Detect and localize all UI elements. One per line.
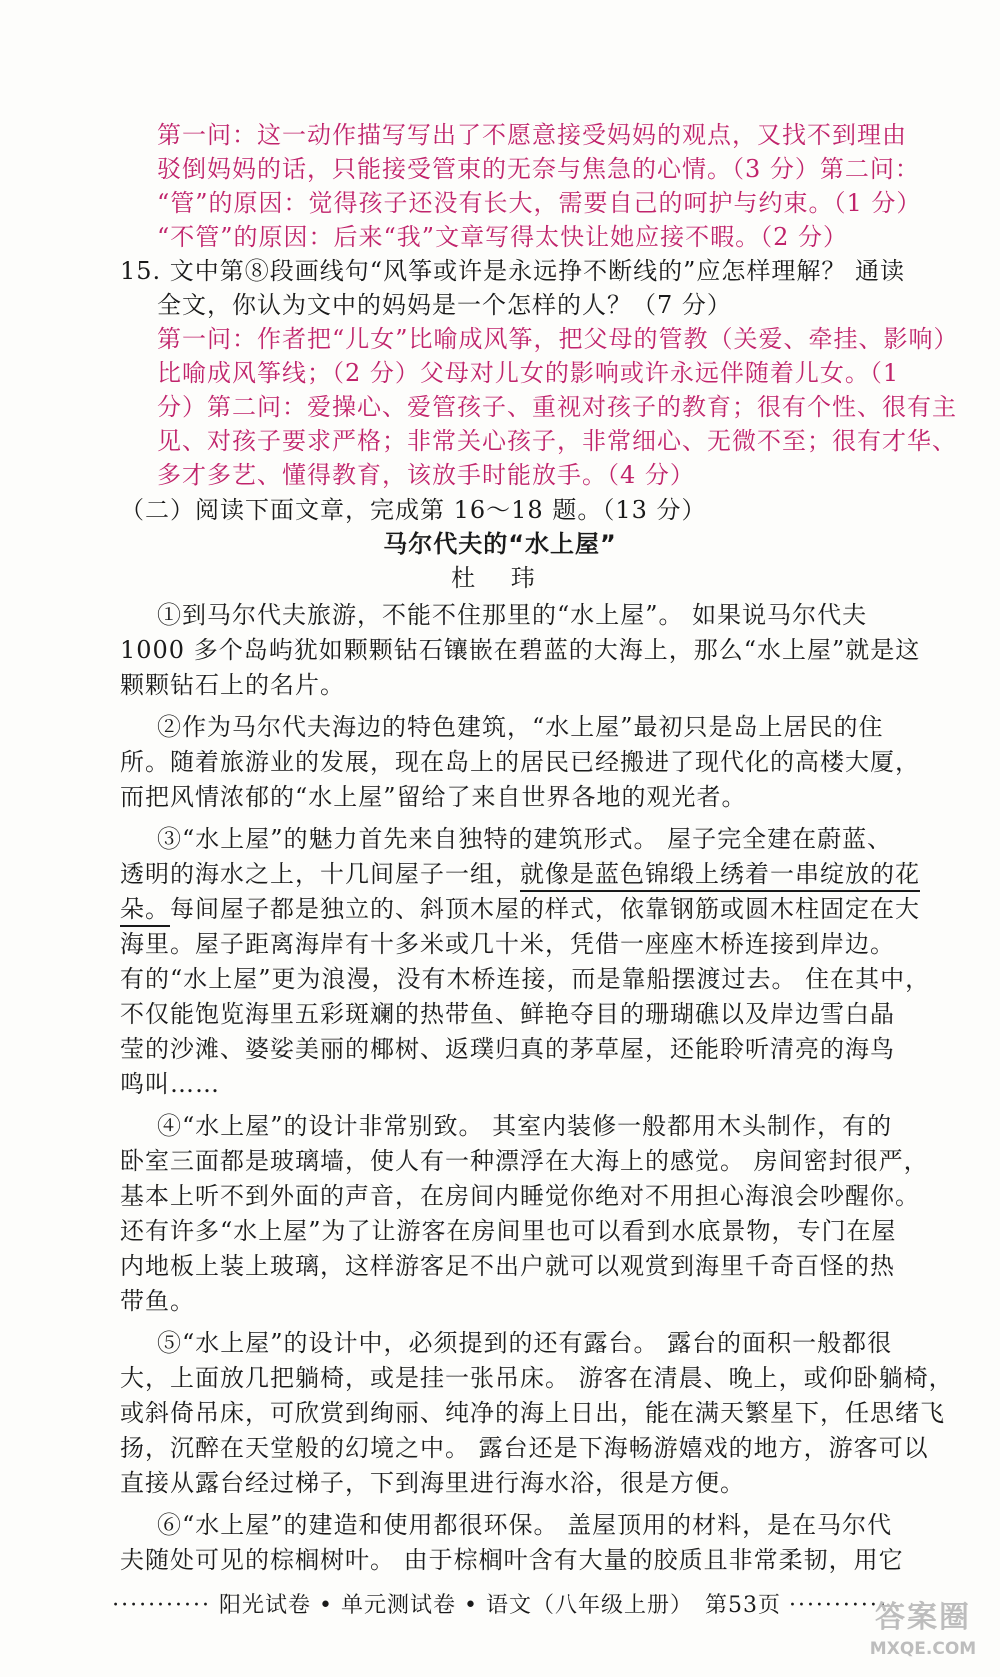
answer-line: 第一问：这一动作描写写出了不愿意接受妈妈的观点，又找不到理由 bbox=[157, 121, 907, 149]
answer-line: “管”的原因：觉得孩子还没有长大，需要自己的呵护与约束。（1 分） bbox=[157, 189, 922, 217]
article-line: 直接从露台经过梯子，下到海里进行海水浴，很是方便。 bbox=[120, 1469, 745, 1497]
article-line: 大，上面放几把躺椅，或是挂一张吊床。 游客在清晨、晚上，或仰卧躺椅， bbox=[120, 1364, 954, 1392]
article-line: 鸣叫…… bbox=[120, 1070, 220, 1098]
section-heading: （二）阅读下面文章，完成第 16～18 题。（13 分） bbox=[120, 496, 707, 524]
article-line: 扬，沉醉在天堂般的幻境之中。 露台还是下海畅游嬉戏的地方，游客可以 bbox=[120, 1434, 929, 1462]
article-line: ⑥“水上屋”的建造和使用都很环保。 盖屋顶用的材料，是在马尔代 bbox=[157, 1511, 893, 1539]
article-text: 每间屋子都是独立的、斜顶木屋的样式，依靠钢筋或圆木柱固定在大 bbox=[170, 895, 920, 923]
article-line bbox=[120, 857, 920, 891]
article-author: 杜 玮 bbox=[451, 564, 549, 592]
footer-dots-right: ··········· bbox=[788, 1593, 888, 1618]
watermark-site: MXQE.COM bbox=[869, 1639, 977, 1659]
article-line: 海里。屋子距离海岸有十多米或几十米，凭借一座座木桥连接到岸边。 bbox=[120, 930, 895, 958]
page-footer bbox=[0, 1591, 1000, 1621]
question-15: 全文，你认为文中的妈妈是一个怎样的人？（7 分） bbox=[157, 291, 732, 319]
article-line: 内地板上装上玻璃，这样游客足不出户就可以观赏到海里千奇百怪的热 bbox=[120, 1252, 895, 1280]
answer-line: “不管”的原因：后来“我”文章写得太快让她应接不暇。（2 分） bbox=[157, 223, 848, 251]
article-line: ⑤“水上屋”的设计中，必须提到的还有露台。 露台的面积一般都很 bbox=[157, 1329, 893, 1357]
answer-line: 驳倒妈妈的话，只能接受管束的无奈与焦急的心情。（3 分）第二问： bbox=[157, 155, 920, 183]
answer-line: 见、对孩子要求严格；非常关心孩子，非常细心、无微不至；很有才华、 bbox=[157, 427, 957, 455]
watermark-logo bbox=[868, 1598, 978, 1668]
question-15: 15. 文中第⑧段画线句“风筝或许是永远挣不断线的”应怎样理解？ 通读 bbox=[120, 257, 905, 285]
article-line: ③“水上屋”的魅力首先来自独特的建筑形式。 屋子完全建在蔚蓝、 bbox=[157, 825, 893, 853]
underlined-sentence: 朵。 bbox=[120, 895, 170, 927]
article-line: 有的“水上屋”更为浪漫，没有木桥连接，而是靠船摆渡过去。 住在其中， bbox=[120, 965, 931, 993]
article-title: 马尔代夫的“水上屋” bbox=[383, 530, 617, 558]
article-line: 1000 多个岛屿犹如颗颗钻石镶嵌在碧蓝的大海上，那么“水上屋”就是这 bbox=[120, 636, 921, 664]
article-line: 所。随着旅游业的发展，现在岛上的居民已经搬进了现代化的高楼大厦， bbox=[120, 748, 920, 776]
article-line: ①到马尔代夫旅游，不能不住那里的“水上屋”。 如果说马尔代夫 bbox=[157, 601, 868, 629]
article-text: 透明的海水之上，十几间屋子一组， bbox=[120, 860, 520, 888]
article-line: 基本上听不到外面的声音，在房间内睡觉你绝对不用担心海浪会吵醒你。 bbox=[120, 1182, 920, 1210]
answer-line: 比喻成风筝线；（2 分）父母对儿女的影响或许永远伴随着儿女。（1 bbox=[157, 359, 900, 387]
article-line: 卧室三面都是玻璃墙，使人有一种漂浮在大海上的感觉。 房间密封很严， bbox=[120, 1147, 929, 1175]
article-line: 还有许多“水上屋”为了让游客在房间里也可以看到水底景物，专门在屋 bbox=[120, 1217, 897, 1245]
article-line: 而把风情浓郁的“水上屋”留给了来自世界各地的观光者。 bbox=[120, 783, 747, 811]
article-line: ④“水上屋”的设计非常别致。 其室内装修一般都用木头制作，有的 bbox=[157, 1112, 893, 1140]
answer-line: 第一问：作者把“儿女”比喻成风筝，把父母的管教（关爱、牵挂、影响） bbox=[157, 325, 959, 353]
article-line: 或斜倚吊床，可欣赏到绚丽、纯净的海上日出，能在满天繁星下，任思绪飞 bbox=[120, 1399, 945, 1427]
article-line: 莹的沙滩、婆娑美丽的椰树、返璞归真的茅草屋，还能聆听清亮的海鸟 bbox=[120, 1035, 895, 1063]
footer-text: 阳光试卷 • 单元测试卷 • 语文（八年级上册） 第53页 bbox=[219, 1593, 781, 1618]
underlined-sentence: 就像是蓝色锦缎上绣着一串绽放的花 bbox=[520, 860, 920, 892]
answer-line: 多才多艺、懂得教育，该放手时能放手。（4 分） bbox=[157, 461, 695, 489]
article-line: 夫随处可见的棕榈树叶。 由于棕榈叶含有大量的胶质且非常柔韧，用它 bbox=[120, 1546, 904, 1574]
article-line: 颗颗钻石上的名片。 bbox=[120, 671, 345, 699]
answer-line: 分）第二问：爱操心、爱管孩子、重视对孩子的教育；很有个性、很有主 bbox=[157, 393, 957, 421]
article-line: 不仅能饱览海里五彩斑斓的热带鱼、鲜艳夺目的珊瑚礁以及岸边雪白晶 bbox=[120, 1000, 895, 1028]
article-line bbox=[120, 892, 920, 926]
article-line: ②作为马尔代夫海边的特色建筑，“水上屋”最初只是岛上居民的住 bbox=[157, 713, 884, 741]
watermark-logo-text: 答案圈 bbox=[875, 1600, 971, 1635]
article-line: 带鱼。 bbox=[120, 1287, 195, 1315]
footer-dots-left: ··········· bbox=[112, 1593, 212, 1618]
